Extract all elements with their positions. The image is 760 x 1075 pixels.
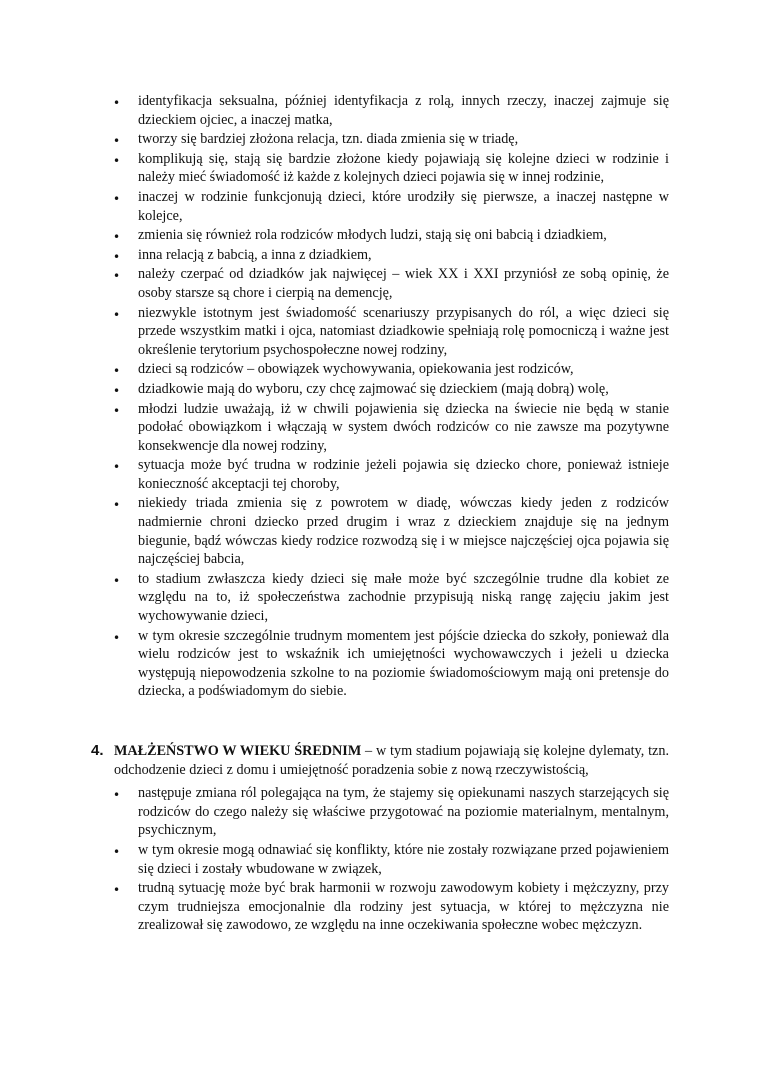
section-heading <box>0 742 669 779</box>
list-item-text: w tym okresie mogą odnawiać się konflikty, które nie zostały rozwiązane przed pojawieniem się dzieci i zostały wbudowane w związek, <box>138 841 669 877</box>
section-4-middle-age-marriage <box>0 742 760 936</box>
bullet-icon: • <box>113 153 121 168</box>
bullet-icon: • <box>113 191 121 206</box>
bullet-icon: • <box>113 230 121 245</box>
section-intro: – w tym stadium pojawiają się kolejne dylematy, tzn. odchodzenie dzieci z domu i umiejętność poradzenia sobie z nową rzeczywistością, <box>114 743 669 778</box>
list-item-text: komplikują się, stają się bardzie złożone kiedy pojawiają się kolejne dzieci w rodzinie i należy mieć świadomość iż każde z kolejnych dzieci pojawia się w innej rodzinie, <box>138 150 669 186</box>
bullet-icon: • <box>113 883 121 898</box>
bullet-icon: • <box>113 630 121 645</box>
list-item <box>0 380 669 399</box>
list-item <box>0 150 669 187</box>
list-item-text: to stadium zwłaszcza kiedy dzieci się małe może być szczególnie trudne dla kobiet ze względu na to, iż społeczeństwa zachodnie przypisują niską rangę zajęciu jakim jest wychowywanie dzieci, <box>138 570 669 625</box>
bullet-icon: • <box>113 573 121 588</box>
bullet-icon: • <box>113 364 121 379</box>
bullet-icon: • <box>113 96 121 110</box>
list-item <box>0 456 669 493</box>
bullet-icon: • <box>113 498 121 513</box>
list-item-text: tworzy się bardziej złożona relacja, tzn. diada zmienia się w triadę, <box>138 131 519 148</box>
list-item <box>0 92 669 129</box>
list-item <box>0 265 669 302</box>
bullet-list-family-stage <box>0 92 760 702</box>
bullet-icon: • <box>113 403 121 418</box>
list-item-text: następuje zmiana ról polegająca na tym, że stajemy się opiekunami naszych starzejących się rodziców do czego należy się właściwe przygotować na poziomie materialnym, mentalnym, psychicznym, <box>138 785 669 839</box>
list-item-text: inaczej w rodzinie funkcjonują dzieci, które urodziły się pierwsze, a inaczej następne w kolejce, <box>138 188 669 224</box>
list-item <box>0 130 669 149</box>
list-item <box>0 841 669 878</box>
list-item <box>0 188 669 225</box>
list-item <box>0 784 669 840</box>
list-item-text: niekiedy triada zmienia się z powrotem w diadę, wówczas kiedy jeden z rodziców nadmiernie chroni dziecko przed drugim i wraz z dzieckiem znajduje się na jednym biegunie, bądź wówczas kiedy rodzice rozwodzą się i w miejsce najczęściej ojca pojawia się najczęściej babcia, <box>138 495 669 568</box>
list-item-text: trudną sytuację może być brak harmonii w rozwoju zawodowym kobiety i mężczyzny, przy czym trudniejsza emocjonalnie dla rodziny jest sytuacja, w której to mężczyzna nie zrealizował się zawodowo, ze względu na inne oczekiwania społeczne wobec mężczyzn. <box>138 880 669 934</box>
bullet-list-section-4 <box>0 784 760 935</box>
section-number: 4. <box>91 742 104 759</box>
list-item <box>0 360 669 379</box>
list-item-text: dziadkowie mają do wyboru, czy chcę zajmować się dzieckiem (mają dobrą) wolę, <box>138 380 609 397</box>
bullet-icon: • <box>113 249 121 264</box>
bullet-icon: • <box>113 269 121 284</box>
list-item <box>0 246 669 265</box>
list-item <box>0 879 669 935</box>
list-item-text: niezwykle istotnym jest świadomość scenariuszy przypisanych do ról, a więc dzieci się przede wszystkim matki i ojca, natomiast dziadkowie spełniają rolę pomocniczą i ważne jest określenie terytorium psychospołeczne nowej rodziny, <box>138 304 669 358</box>
bullet-icon: • <box>113 307 121 322</box>
list-item-text: inna relacją z babcią, a inna z dziadkiem, <box>138 246 372 263</box>
bullet-icon: • <box>113 788 121 803</box>
list-item-text: dzieci są rodziców – obowiązek wychowywania, opiekowania jest rodziców, <box>138 361 574 378</box>
bullet-icon: • <box>113 383 121 398</box>
section-title: MAŁŻEŃSTWO W WIEKU ŚREDNIM <box>114 743 362 759</box>
list-item <box>0 226 669 245</box>
list-item-text: młodzi ludzie uważają, iż w chwili pojawienia się dziecka na świecie nie będą w stanie podołać obowiązkom i włączają w system dwóch rodziców co nie zawsze ma pozytywne konsekwencje dla nowej rodziny, <box>138 400 669 454</box>
list-item <box>0 304 669 360</box>
list-item <box>0 400 669 456</box>
list-item-text: w tym okresie szczególnie trudnym momentem jest pójście dziecka do szkoły, ponieważ dla wielu rodziców jest to wskaźnik ich umiejętności wychowawczych i jeżeli u dziecka występują niepowodzenia szkolne to na poziomie świadomościowym mają oni pretensje do dziecka, a podświadomym do siebie. <box>138 627 669 700</box>
list-item-text: identyfikacja seksualna, później identyfikacja z rolą, innych rzeczy, inaczej zajmuje się dzieckiem ojciec, a inaczej matka, <box>138 93 669 128</box>
list-item <box>0 627 669 701</box>
list-item <box>0 494 669 568</box>
bullet-icon: • <box>113 844 121 859</box>
list-item-text: należy czerpać od dziadków jak najwięcej – wiek XX i XXI przyniósł ze sobą opinię, że osoby starsze są chore i cierpią na demencję, <box>138 266 669 301</box>
list-item <box>0 570 669 626</box>
bullet-icon: • <box>113 460 121 475</box>
list-item-text: zmienia się również rola rodziców młodych ludzi, stają się oni babcią i dziadkiem, <box>138 227 607 244</box>
bullet-icon: • <box>113 134 121 149</box>
list-item-text: sytuacja może być trudna w rodzinie jeżeli pojawia się dziecko chore, ponieważ istnieje konieczność akceptacji tej choroby, <box>138 457 669 492</box>
